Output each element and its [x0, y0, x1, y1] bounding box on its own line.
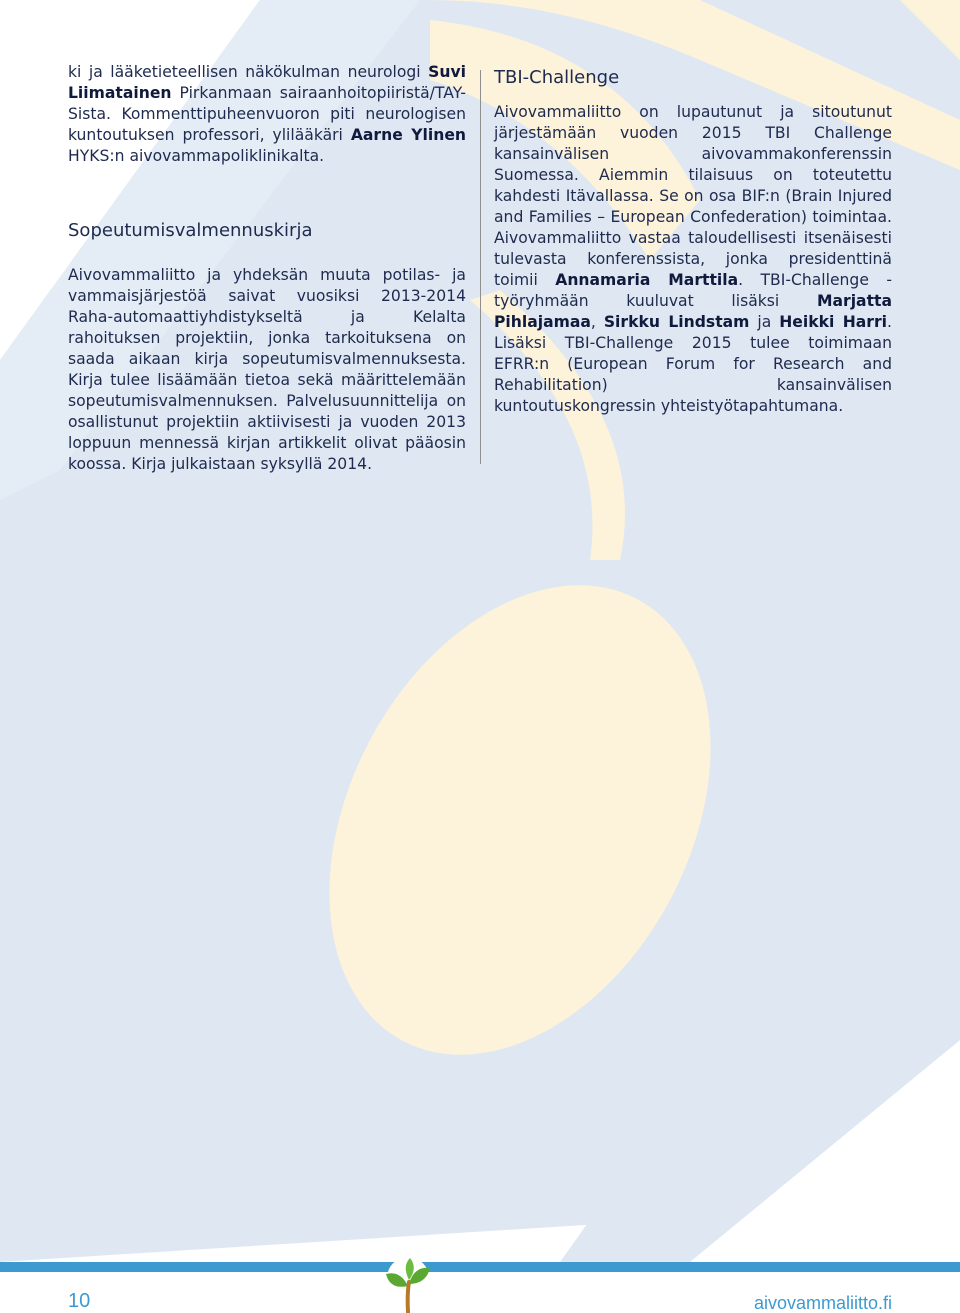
body-text-4: ja [749, 313, 780, 331]
person-name: Suvi Liimatainen [68, 63, 466, 102]
body-text-1: Aivovammaliitto on lupautunut ja sitoutunut järjestämään vuoden 2015 TBI Challenge kansainvälisen aivovammakonferenssin Suomessa. Aiemmin tilaisuus on toteutettu kahdesti Itävallassa. Se on osa BIF:n (Brain Injured and Families – European Confederation) toimintaa. Aivovammaliitto vastaa taloudellisesti itsenäisesti tulevasta konferenssista, jonka presidenttinä toimii [494, 103, 892, 289]
intro-text-3: HYKS:n aivovammapoliklinikalta. [68, 147, 325, 165]
person-name: Sirkku Lindstam [603, 313, 750, 331]
body-paragraph: Aivovammaliitto ja yhdeksän muuta potilas- ja vammaisjärjestöä saivat vuosiksi 2013-2014 Raha-automaattiyhdistykseltä ja Kelalta rahoituksen projektiin, jonka tarkoituksena on saada aikaan kirja sopeutumisvalmennuksesta. Kirja tulee lisäämään tietoa sekä määrittelemään sopeutumisvalmennuksen. Palvelusuunnittelija on osallistunut projektiin aktiivisesti ja vuoden 2013 loppuun mennessä kirjan artikkelit olivat pääosin koossa. Kirja julkaistaan syksyllä 2014. [68, 266, 466, 473]
footer-bar [0, 1262, 960, 1272]
person-name: Heikki Harri [779, 313, 888, 331]
column-divider [480, 70, 481, 464]
sprout-logo-icon [382, 1256, 434, 1313]
page-number: 10 [68, 1290, 91, 1312]
right-column [494, 62, 892, 417]
intro-text-1: ki ja lääketieteellisen näkökulman neurologi [68, 63, 429, 81]
section-heading-sopeutumisvalmennuskirja: Sopeutumisvalmennuskirja [68, 220, 313, 241]
section-heading-tbi-challenge: TBI-Challenge [494, 67, 620, 88]
intro-text-2: Pirkanmaan sairaanhoitopiiristä/TAY-Sista. Kommenttipuheenvuoron piti neurologisen kuntoutuksen professori, ylilääkäri [68, 84, 466, 144]
body-text-2: . TBI-Challenge -työryhmään kuuluvat lisäksi [494, 271, 892, 310]
person-name: Marjatta Pihlajamaa [494, 292, 892, 331]
intro-paragraph [68, 62, 466, 167]
body-paragraph [494, 102, 892, 417]
person-name: Aarne Ylinen [350, 126, 466, 144]
body-text-5: . Lisäksi TBI-Challenge 2015 tulee toimimaan EFRR:n (European Forum for Research and Rehabilitation) kansainvälisen kuntoutuskongressin yhteistyötapahtumana. [494, 313, 892, 415]
person-name: Annamaria Marttila [555, 271, 739, 289]
left-column [68, 62, 466, 475]
body-text-3: , [590, 313, 604, 331]
website-link[interactable]: aivovammaliitto.fi [753, 1293, 892, 1313]
